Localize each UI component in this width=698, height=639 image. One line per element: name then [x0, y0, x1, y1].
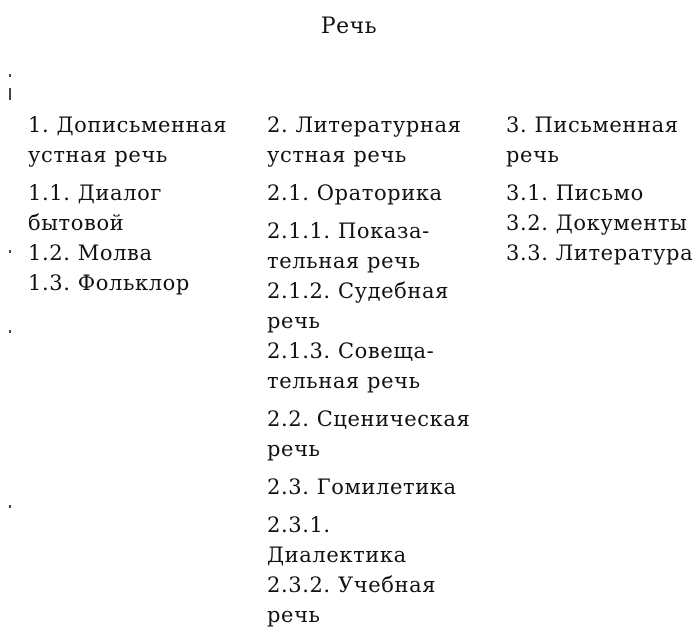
list-item	[267, 404, 492, 464]
list-item	[506, 238, 698, 268]
list-item-line: 1.1. Диалог	[28, 181, 162, 205]
list-item	[267, 276, 492, 336]
column-oral-prewritten	[28, 110, 253, 298]
list-item	[267, 510, 492, 570]
list-item-line: Диалектика	[267, 543, 407, 567]
list-item	[267, 472, 492, 502]
section-heading	[28, 110, 253, 170]
page-title: Речь	[320, 14, 378, 39]
section-heading-line: 3. Письменная	[506, 113, 679, 137]
list-item	[28, 268, 253, 298]
section-heading-line: устная речь	[267, 143, 407, 167]
list-item-line: 2.1. Ораторика	[267, 181, 443, 205]
section-heading-line: 2. Литературная	[267, 113, 462, 137]
column-written	[506, 110, 698, 268]
list-item-line: речь	[267, 309, 321, 333]
scan-mark	[9, 505, 11, 508]
list-item	[267, 178, 492, 208]
list-item-line: речь	[267, 603, 321, 627]
section-heading-line: устная речь	[28, 143, 168, 167]
list-item-line: 3.2. Документы	[506, 211, 688, 235]
list-item	[267, 570, 492, 630]
list-item-line: 2.3.1.	[267, 513, 331, 537]
list-item	[28, 238, 253, 268]
list-item-line: 2.2. Сценическая	[267, 407, 471, 431]
list-item-line: тельная речь	[267, 369, 421, 393]
section-heading	[267, 110, 492, 170]
scan-mark	[9, 330, 11, 333]
list-item-line: 2.1.1. Показа-	[267, 219, 430, 243]
list-item-line: 3.3. Литература	[506, 241, 694, 265]
list-item-line: 1.2. Молва	[28, 241, 153, 265]
scan-mark	[9, 74, 11, 77]
list-item-line: 2.1.2. Судебная	[267, 279, 449, 303]
list-item-line: тельная речь	[267, 249, 421, 273]
list-item-line: 2.1.3. Совеща-	[267, 339, 435, 363]
column-literary-oral	[267, 110, 492, 630]
list-item	[506, 208, 698, 238]
list-item-line: 2.3.2. Учебная	[267, 573, 437, 597]
list-item-line: речь	[267, 437, 321, 461]
section-heading-line: 1. Дописьменная	[28, 113, 228, 137]
list-item-line: 1.3. Фольклор	[28, 271, 190, 295]
list-item-line: 3.1. Письмо	[506, 181, 644, 205]
list-item	[506, 178, 698, 208]
scan-mark	[9, 88, 11, 100]
list-item-line: бытовой	[28, 211, 125, 235]
section-heading-line: речь	[506, 143, 560, 167]
section-heading	[506, 110, 698, 170]
list-item	[28, 178, 253, 238]
list-item-line: 2.3. Гомилетика	[267, 475, 457, 499]
list-item	[267, 216, 492, 276]
list-item	[267, 336, 492, 396]
scan-mark	[9, 250, 11, 253]
